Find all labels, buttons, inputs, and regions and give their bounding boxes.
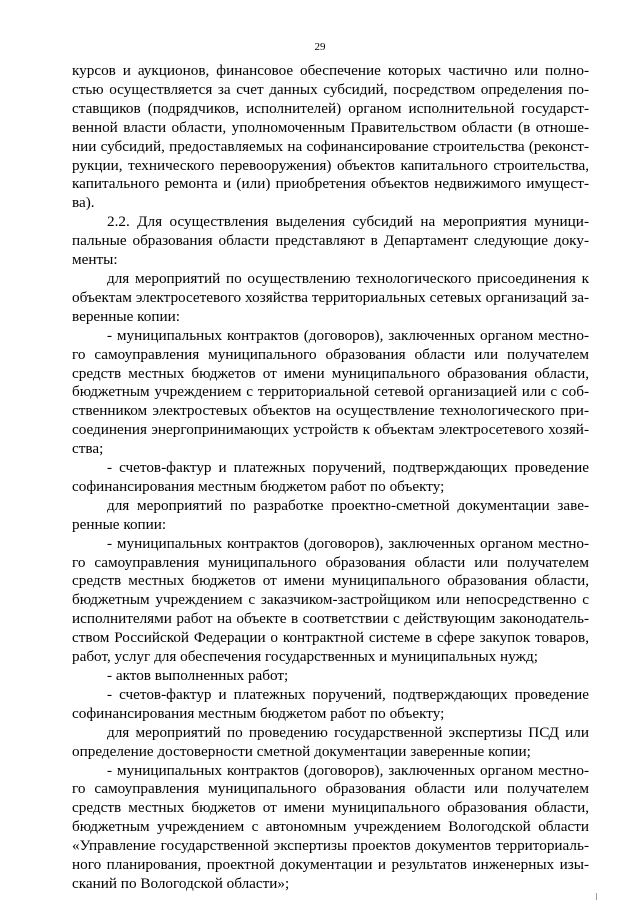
list-item-design-acts: - актов выполненных работ; bbox=[107, 667, 289, 684]
list-item-design-contracts: - муниципальных контрактов (договоров), заключенных органом местного самоуправления муниципального образования области или получателем средств местных бюджетов от имени муниципального образования области, бюджетным учреждением с заказчиком-застройщиком или непосредственно с исполнителями работ на объекте в соответствии с действующим законодательством Российской Федерации о контрактной системе в сфере закупок товаров, работ, услуг для обеспечения государственных и муниципальных нужд; bbox=[72, 534, 589, 666]
paragraph-expertise-heading: для мероприятий по проведению государственной экспертизы ПСД или определение достоверности сметной документации заверенные копии; bbox=[72, 723, 589, 760]
paragraph-grid-connection-heading: для мероприятий по осуществлению технологического присоединения к объектам электросетевого хозяйства территориальных сетевых организаций заверенные копии: bbox=[72, 269, 589, 325]
page-number: 29 bbox=[314, 41, 326, 53]
list-item-grid-invoices: - счетов-фактур и платежных поручений, подтверждающих проведение софинансирования местным бюджетом работ по объекту; bbox=[72, 459, 589, 495]
paragraph-2-2-intro: 2.2. Для осуществления выделения субсидий на мероприятия муниципальные образования области представляют в Департамент следующие документы: bbox=[72, 213, 589, 269]
scan-artifact-mark bbox=[596, 893, 597, 900]
list-item-design-invoices: - счетов-фактур и платежных поручений, подтверждающих проведение софинансирования местным бюджетом работ по объекту; bbox=[72, 685, 589, 722]
list-item-grid-contracts: - муниципальных контрактов (договоров), заключенных органом местного самоуправления муниципального образования области или получателем средств местных бюджетов от имени муниципального образования области, бюджетным учреждением с территориальной сетевой организацией или с собственником электростевых объектов на осуществление технологического присоединения энергопринимающих устройств к объектам электросетевого хозяйства; bbox=[72, 326, 589, 458]
paragraph-design-docs-heading: для мероприятий по разработке проектно-сметной документации заверенные копии: bbox=[72, 496, 589, 533]
document-body bbox=[72, 62, 589, 894]
paragraph-procurement-continuation: курсов и аукционов, финансовое обеспечение которых частично или полностью осуществляется за счет данных субсидий, посредством определения поставщиков (подрядчиков, исполнителей) органом исполнительной государственной власти области, уполномоченным Правительством области (в отношении субсидий, предоставляемых на софинансирование строительства (реконструкции, технического перевооружения) объектов капитального строительства, капитального ремонта и (или) приобретения объектов недвижимого имущества). bbox=[72, 62, 589, 212]
list-item-expertise-contracts: - муниципальных контрактов (договоров), заключенных органом местного самоуправления муниципального образования области или получателем средств местных бюджетов от имени муниципального образования области, бюджетным учреждением с автономным учреждением Вологодской области «Управление государственной экспертизы проектов документов территориального планирования, проектной документации и результатов инженерных изысканий по Вологодской области»; bbox=[72, 761, 589, 892]
